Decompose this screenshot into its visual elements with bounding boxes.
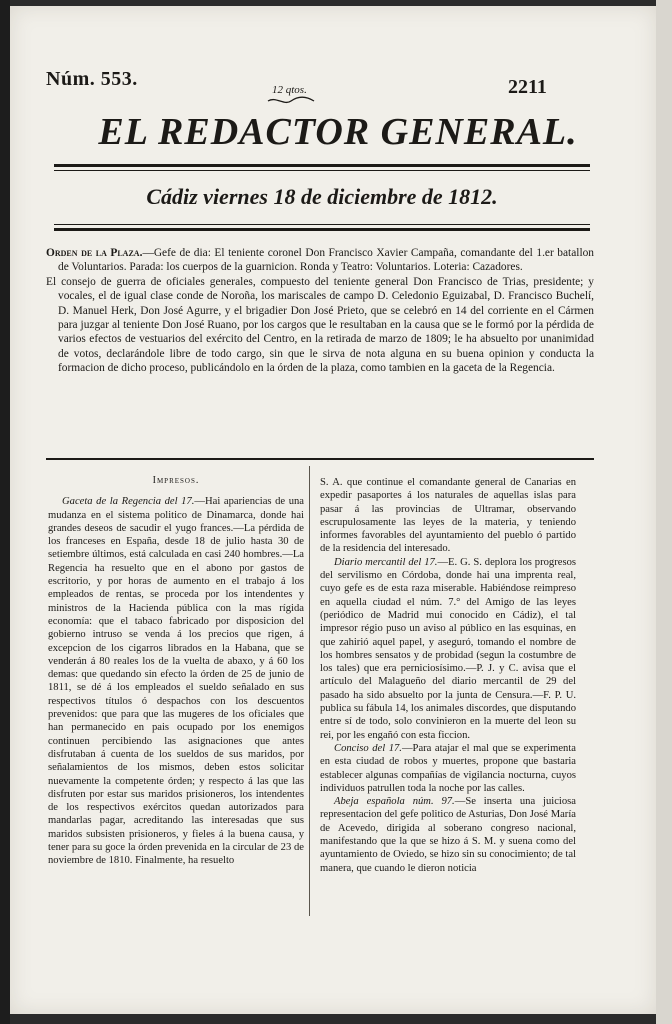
orden-de-la-plaza [46, 246, 594, 275]
masthead-rule-top-thin [54, 170, 590, 171]
column-divider [309, 466, 310, 916]
canarias-paragraph: S. A. que continue el comandante general de Canarias en expedir pasaportes á los naturales de aquellas islas para pasar á las provincias de Ultramar, observando escrupulosamente las leyes de la materia, y teniendo informes favorables del ayuntamiento del pueblo ó partido de la residencia del interesado. [320, 477, 576, 555]
abeja-title: Abeja española núm. 97. [334, 796, 455, 808]
abeja-text: —Se inserta una juiciosa representacion del gefe politico de Asturias, Don José María de Acevedo, dirigida al soberano congreso nacional, manifestando que la que se hizo á S. M. y suena como del ayuntamiento de Oviedo, se hizo sin su conocimiento; de tal manera, que cuando le dieron noticia [320, 796, 576, 874]
masthead-title: EL REDACTOR GENERAL. [98, 111, 578, 153]
diario-paragraph [320, 556, 576, 742]
consejo-paragraph: El consejo de guerra de oficiales generales, compuesto del teniente general Don Francisco de Trias, presidente; y vocales, el de igual clase conde de Noroña, los mariscales de campo D. Celedonio Eguizabal, D. Francisco Buchelí, D. Manuel Herk, Don José Agurre, y el brigadier Don José Prieto, que se celebró en 14 del corriente en el Cármen para juzgar al teniente Don José Ruano, por los cargos que le resultaban en la causa que se le formó por la pérdida de varios efectos de vestuarios del exército del Centro, en la retirada de marzo de 1809; le ha absuelto por unanimidad de votos, declarándole libre de todo cargo, sin que le sirva de nota alguna en su buena opinion y conducta la formacion de dicho proceso, publicándolo en la órden de la plaza, como tambien en la gaceta de la Regencia. [46, 275, 594, 375]
orden-heading: Orden de la Plaza. [46, 247, 143, 259]
page-number: 2211 [508, 76, 547, 98]
conciso-paragraph [320, 742, 576, 795]
gaceta-text: —Hai apariencias de una mudanza en el sistema politico de Dinamarca, donde hai grandes deseos de sacudir el yugo frances.—La pérdida de los franceses en España, desde 18 de julio hasta 30 de setiembre últimos, está calculada en casi 240 hombres.—La Regencia ha resuelto que en el abono por gastos de escritorio, y por horas de aumento en el trabajo á los empleados de rentas, se proceda por los intendentes y ministros de la Hacienda pública con la mas rígida economía: que el tabaco fabricado por disposicion del gobierno intruso se venda á los precios que rigen, á excepcion de los cigarros librados en la Habana, que se venderán á 80 reales los de la vuelta de abaxo, y á 60 los demas: que quedando sin efecto la órden de 25 de junio de 1811, se dé á los empleados el sueldo señalado en sus respectivos títulos ó despachos con los descuentos prevenidos: que para que las mugeres de los oficiales que han permanecido en pais ocupado por los enemigos continuen percibiendo las asignaciones que antes disfrutaban á cuenta de los sueldos de sus maridos, por señalamientos de los mismos, deben estos solicitar nuevamente la competente órden; y respecto á las que las disfruten por estar sus maridos prisioneros, los intendentes de los respectivos exércitos quedan autorizados para mandarlas pagar, acreditando las interesadas que sus maridos subsisten prisioneros, y fieles á la buena causa, y tener para su goce la órden prevenida en la circular de 23 de noviembre de 1810. Finalmente, ha resuelto [48, 496, 304, 867]
issue-price: 12 qtos. [272, 84, 307, 96]
conciso-title: Conciso del 17. [334, 742, 402, 754]
right-column [320, 476, 576, 875]
masthead-rule-top [54, 164, 590, 167]
flourish-ornament [266, 96, 316, 106]
dateline: Cádiz viernes 18 de diciembre de 1812. [146, 184, 498, 209]
orden-text: —Gefe de dia: El teniente coronel Don Francisco Xavier Campaña, comandante del 1.er batallon de Voluntarios. Parada: los cuerpos de la guarnicion. Ronda y Teatro: Voluntarios. Loteria: Cazadores. [58, 247, 594, 274]
gaceta-paragraph [48, 495, 304, 867]
full-width-section [46, 246, 594, 376]
abeja-paragraph [320, 795, 576, 875]
newspaper-page [10, 6, 656, 1014]
section-rule [46, 458, 594, 460]
issue-number: Núm. 553. [46, 68, 138, 90]
dateline-rule-thin [54, 224, 590, 225]
conciso-text: —Para atajar el mal que se experimenta en esta ciudad de robos y muertes, propone que bastaria establecer algunas compañías de vigilancia nocturna, cuyos individuos patrullen toda la noche por las calles. [320, 742, 576, 794]
scan-left-edge [0, 0, 10, 1024]
impresos-heading: Impresos. [152, 475, 200, 486]
dateline-rule-thick [54, 228, 590, 231]
diario-title: Diario mercantil del 17. [334, 556, 438, 568]
diario-text: —E. G. S. deplora los progresos del servilismo en Córdoba, donde hai una imprenta real, cuyo gefe es de esta raza miserable. Habiéndose reimpreso en aquella ciudad el núm. 7.° del Amigo de las leyes (periódico de Madrid mui conocido en Cádiz), el tal impresor régio puso un aviso al público en las esquinas, en que zahirió aquel papel, y aseguró, tomando el nombre de los hombres sensatos y de probidad (segun la costumbre de los tales) que era perniciosísimo.—P. J. y C. avisa que el artículo del Malagueño del diario mercantil de 29 del pasado ha sido absuelto por la junta de Censura.—F. P. U. publica su fábula 14, los animales discordes, que disputando entre sí de todo, solo convinieron en la muerte del leon su rei, por les engañó con esta ficcion. [320, 556, 576, 741]
scan-right-edge [656, 0, 672, 1024]
left-column [48, 474, 304, 868]
gaceta-title: Gaceta de la Regencia del 17. [62, 496, 195, 508]
